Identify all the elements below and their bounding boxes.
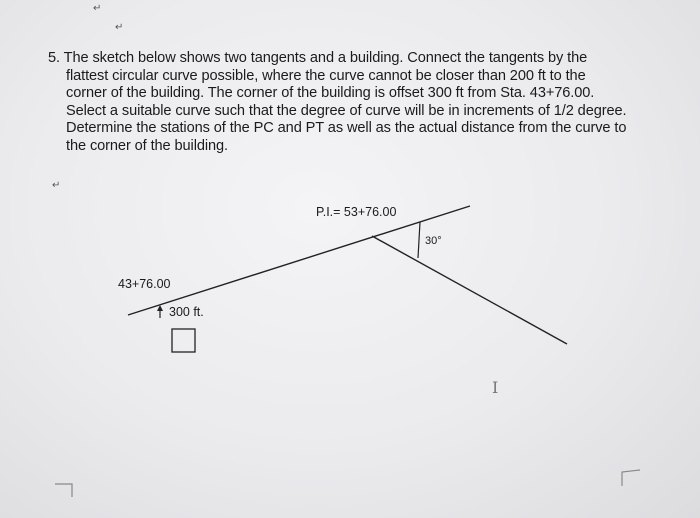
problem-line-1: 5. The sketch below shows two tangents and a building. Connect the tangents by the bbox=[48, 50, 588, 66]
stray-mark: ↵ bbox=[115, 22, 124, 33]
forward-tangent-line bbox=[372, 236, 567, 344]
stray-mark: ↵ bbox=[93, 3, 102, 14]
station-label: 43+76.00 bbox=[118, 277, 171, 291]
offset-distance-label: 300 ft. bbox=[169, 305, 204, 319]
problem-line-2: flattest circular curve possible, where the curve cannot be closer than 200 ft to the bbox=[66, 67, 586, 84]
building bbox=[172, 329, 195, 352]
pi-station-label: P.I.= 53+76.00 bbox=[316, 205, 397, 219]
problem-line-4: Select a suitable curve such that the degree of curve will be in increments of 1/2 degree. bbox=[66, 102, 627, 119]
text-cursor-icon: I bbox=[492, 378, 499, 397]
back-tangent-line bbox=[128, 206, 470, 315]
problem-line-3: corner of the building. The corner of the building is offset 300 ft from Sta. 43+76.00. bbox=[66, 85, 595, 101]
angle-reference-line bbox=[418, 222, 420, 258]
stray-mark: ↵ bbox=[52, 180, 61, 191]
problem-line-5: Determine the stations of the PC and PT as well as the actual distance from the curve to bbox=[66, 120, 627, 136]
photo-corner-mark-left bbox=[55, 484, 72, 497]
deflection-angle-label: 30° bbox=[425, 235, 442, 247]
problem-line-6: the corner of the building. bbox=[66, 137, 228, 154]
photo-corner-mark-right bbox=[622, 470, 640, 486]
